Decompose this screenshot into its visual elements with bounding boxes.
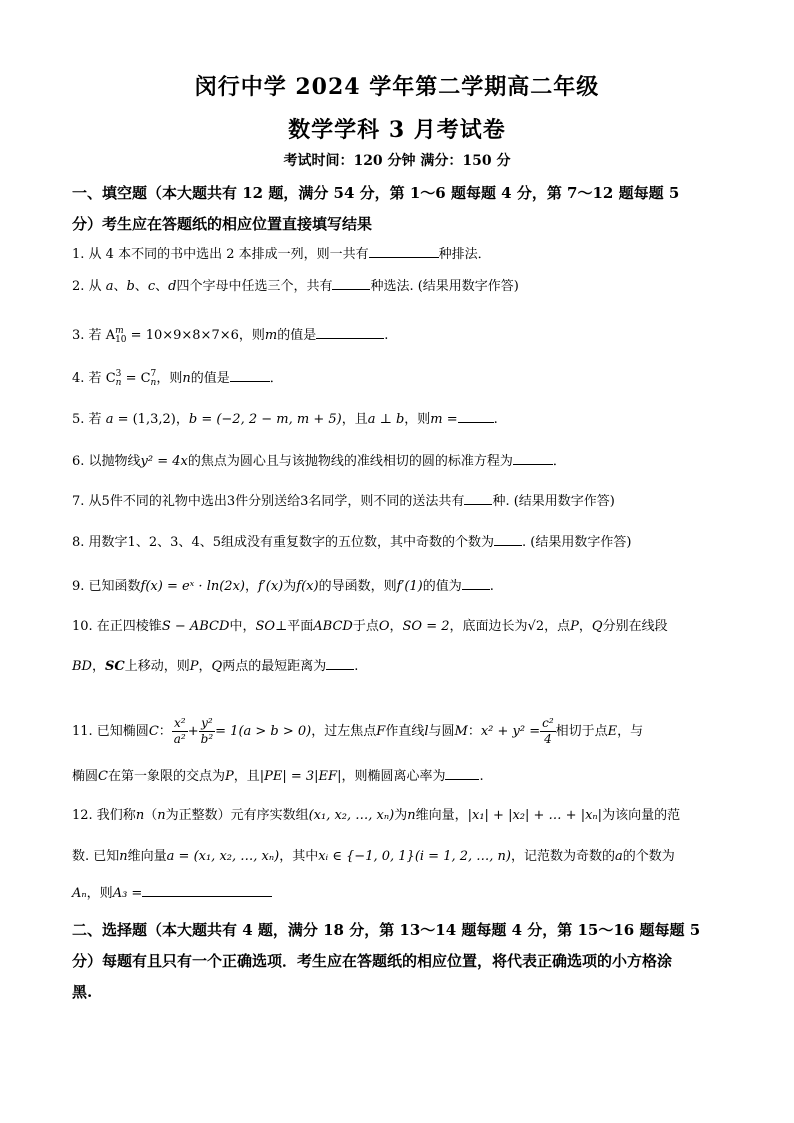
question-1: 1. 从 4 本不同的书中选出 2 本排成一列，则一共有 种排法． (72, 243, 722, 265)
answer-blank[interactable] (369, 243, 439, 258)
question-4: 4. 若 C 3 n = C 7 n ，则n的值是 ． (72, 368, 283, 388)
permutation-expr: A m 10 = 10×9×8×7×6 (105, 325, 239, 345)
answer-blank[interactable] (332, 275, 370, 290)
answer-blank[interactable] (445, 765, 479, 780)
question-12-line3: Aₙ，则A₃ = (72, 882, 722, 904)
question-6: 6. 以抛物线y² = 4x的焦点为圆心且与该抛物线的准线相切的圆的标准方程为 ． (72, 450, 722, 472)
section1-heading: 一、填空题（本大题共有 12 题，满分 54 分，第 1～6 题每题 4 分，第 7～12 题每题 5 分）考生应在答题纸的相应位置直接填写结果 (72, 184, 680, 233)
exam-time-score: 考试时间：120 分钟 满分：150 分 (283, 153, 511, 169)
question-3: 3. 若 A m 10 = 10×9×8×7×6，则m的值是 . (72, 325, 389, 345)
question-9: 9. 已知函数f(x) = eˣ · ln(2x)，f′(x)为f(x)的导函数，则f′(1)的值为 . (72, 575, 722, 597)
exam-title-line2: 数学学科 3 月考试卷 (288, 117, 506, 143)
answer-blank[interactable] (316, 324, 384, 339)
question-11: 11. 已知椭圆C： $\frac{\text{x²}}{\text{a²}}$ + $\frac{\text{y²}}{\text{b²}}$ = 1(a > b > 0)，过左焦点F作直线l与圆M：x² + y² = $\frac{\text{c²}}{4}$ 相切于点E，与 (72, 716, 644, 746)
answer-blank[interactable] (142, 882, 272, 897)
question-7: 7. 从5件不同的礼物中选出3件分别送给3名同学，则不同的送法共有 种. (结果用数字作答) (72, 490, 722, 512)
answer-blank[interactable] (326, 655, 354, 670)
exam-title-line1: 闵行中学 2024 学年第二学期高二年级 (194, 74, 600, 100)
answer-blank[interactable] (458, 408, 494, 423)
question-5: 5. 若 a = (1,3,2)，b = (−2, 2 − m, m + 5)，且a ⊥ b，则m = . (72, 408, 722, 430)
answer-blank[interactable] (230, 367, 270, 382)
section2-heading: 二、选择题（本大题共有 4 题，满分 18 分，第 13～14 题每题 4 分，第 15～16 题每题 5 分）每题有且只有一个正确选项．考生应在答题纸的相应位置，将代表正确选项的小方格涂 黑. (72, 921, 701, 1001)
fraction: $\frac{\text{y²}}{\text{b²}}$ (200, 716, 214, 746)
answer-blank[interactable] (513, 450, 553, 465)
question-10: 10. 在正四棱锥S − ABCD中，SO⊥平面ABCD于点O，SO = 2，底面边长为√2，点P，Q分别在线段 (72, 619, 668, 634)
combination-expr: C 3 n = C 7 n (105, 368, 157, 388)
answer-blank[interactable] (494, 531, 522, 546)
question-12: 12. 我们称n（n为正整数）元有序实数组(x₁, x₂, …, xₙ)为n维向量，|x₁| + |x₂| + … + |xₙ|为该向量的范 (72, 808, 681, 823)
answer-blank[interactable] (464, 490, 492, 505)
question-12-line2: 数. 已知n维向量a = (x₁, x₂, …, xₙ)，其中xᵢ ∈ {−1, 0, 1}(i = 1, 2, …, n)，记范数为奇数的a的个数为 (72, 849, 675, 864)
fraction: $\frac{\text{c²}}{4}$ (542, 716, 554, 746)
question-8: 8. 用数字1、2、3、4、5组成没有重复数字的五位数，其中奇数的个数为 . (结果用数字作答) (72, 531, 722, 553)
answer-blank[interactable] (462, 575, 490, 590)
question-2: 2. 从 a、b、c、d四个字母中任选三个，共有 种选法. (结果用数字作答) (72, 275, 722, 297)
question-10-line2: BD，SC上移动，则P，Q两点的最短距离为 . (72, 655, 722, 677)
question-11-line2: 椭圆C在第一象限的交点为P，且|PE| = 3|EF|，则椭圆离心率为 . (72, 765, 722, 787)
fraction: $\frac{\text{x²}}{\text{a²}}$ (173, 716, 186, 746)
